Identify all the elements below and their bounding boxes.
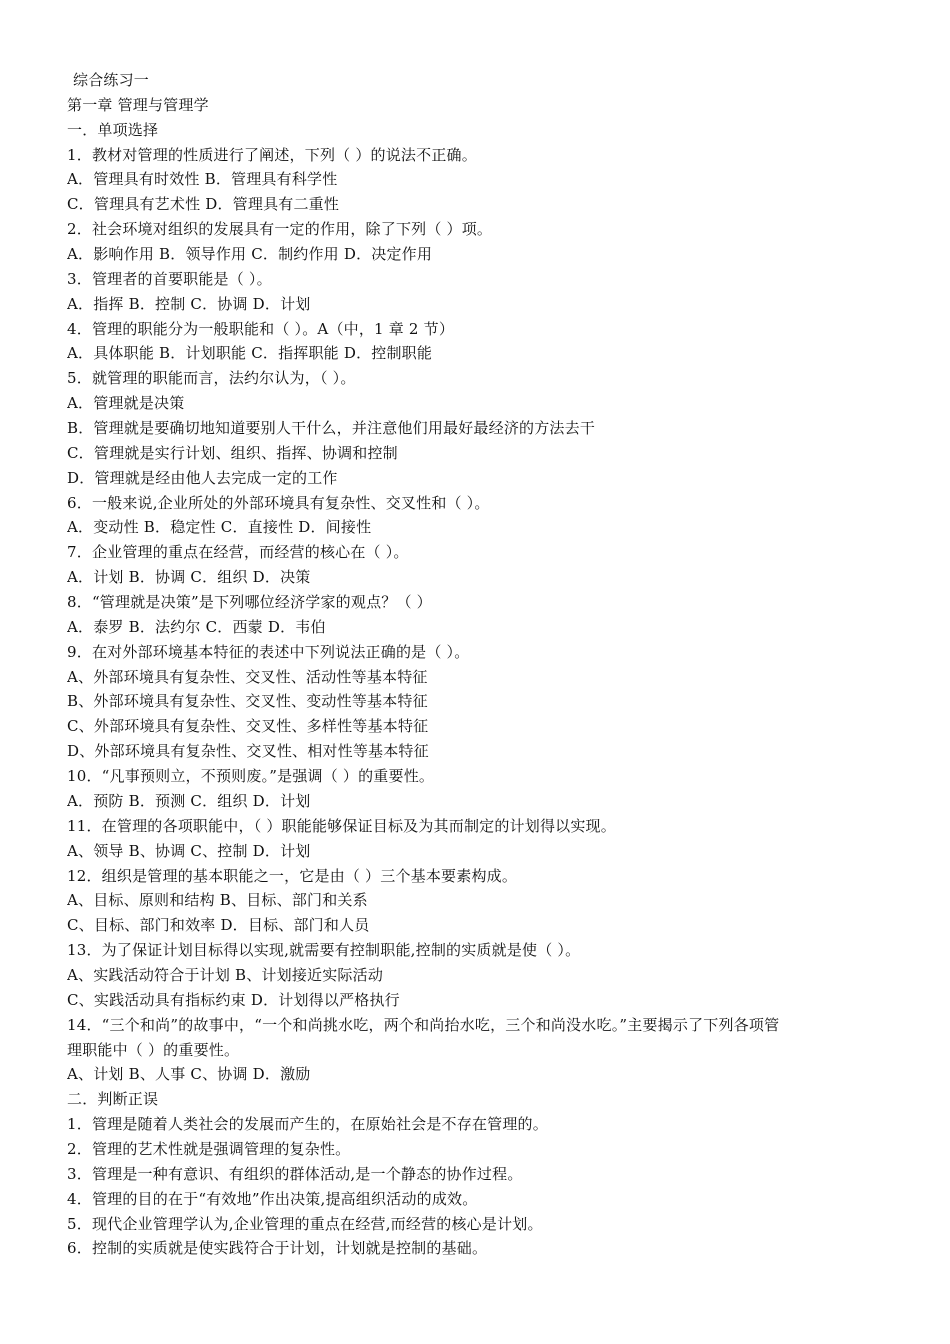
question-line: 9．在对外部环境基本特征的表述中下列说法正确的是（ ）。 [67, 642, 470, 661]
document-title: 综合练习一 [73, 71, 150, 89]
question-line: 6．一般来说,企业所处的外部环境具有复杂性、交叉性和（ ）。 [67, 493, 490, 512]
option-line: A．具体职能 B．计划职能 C．指挥职能 D．控制职能 [67, 344, 433, 363]
option-line: A．影响作用 B．领导作用 C．制约作用 D．决定作用 [67, 245, 433, 264]
option-line: C．管理具有艺术性 D．管理具有二重性 [67, 195, 340, 214]
statement-line: 2．管理的艺术性就是强调管理的复杂性。 [67, 1139, 351, 1158]
option-line: A、实践活动符合于计划 B、计划接近实际活动 [67, 965, 384, 984]
option-line: C、外部环境具有复杂性、交叉性、多样性等基本特征 [67, 717, 429, 736]
question-line: 12．组织是管理的基本职能之一，它是由（ ）三个基本要素构成。 [67, 866, 518, 885]
option-line: B．管理就是要确切地知道要别人干什么，并注意他们用最好最经济的方法去干 [67, 419, 596, 438]
option-line: A、领导 B、协调 C、控制 D．计划 [67, 841, 311, 860]
single-choice-list [67, 143, 897, 1088]
option-line: C．管理就是实行计划、组织、指挥、协调和控制 [67, 443, 398, 462]
option-line: D、外部环境具有复杂性、交叉性、相对性等基本特征 [67, 742, 429, 761]
question-line: 理职能中（ ）的重要性。 [67, 1040, 240, 1059]
option-line: A．管理就是决策 [67, 394, 185, 413]
option-line: B、外部环境具有复杂性、交叉性、变动性等基本特征 [67, 692, 428, 711]
option-line: A．预防 B．预测 C．组织 D．计划 [67, 791, 311, 810]
question-line: 14．“三个和尚”的故事中，“一个和尚挑水吃，两个和尚抬水吃，三个和尚没水吃。”主要揭示了下列各项管 [67, 1015, 780, 1034]
question-line: 5．就管理的职能而言，法约尔认为，（ ）。 [67, 369, 356, 388]
question-line: 8．“管理就是决策”是下列哪位经济学家的观点？（ ） [67, 593, 432, 612]
section-heading-single-choice: 一．单项选择 [67, 120, 159, 139]
question-line: 11．在管理的各项职能中，（ ）职能能够保证目标及为其而制定的计划得以实现。 [67, 816, 616, 835]
statement-line: 5．现代企业管理学认为,企业管理的重点在经营,而经营的核心是计划。 [67, 1214, 543, 1233]
question-line: 3．管理者的首要职能是（ ）。 [67, 269, 272, 288]
statement-line: 3．管理是一种有意识、有组织的群体活动,是一个静态的协作过程。 [67, 1164, 523, 1183]
option-line: A．变动性 B．稳定性 C．直接性 D．间接性 [67, 518, 372, 537]
option-line: D．管理就是经由他人去完成一定的工作 [67, 468, 338, 487]
question-line: 1．教材对管理的性质进行了阐述，下列（ ）的说法不正确。 [67, 145, 477, 164]
statement-line: 1．管理是随着人类社会的发展而产生的，在原始社会是不存在管理的。 [67, 1115, 548, 1134]
question-line: 10．“凡事预则立，不预则废。”是强调（ ）的重要性。 [67, 767, 435, 786]
chapter-heading: 第一章 管理与管理学 [67, 95, 209, 114]
true-false-list [67, 1112, 897, 1261]
option-line: A、目标、原则和结构 B、目标、部门和关系 [67, 891, 368, 910]
statement-line: 6．控制的实质就是使实践符合于计划，计划就是控制的基础。 [67, 1239, 488, 1258]
option-line: A、外部环境具有复杂性、交叉性、活动性等基本特征 [67, 667, 428, 686]
statement-line: 4．管理的目的在于“有效地”作出决策,提高组织活动的成效。 [67, 1189, 478, 1208]
question-line: 7．企业管理的重点在经营，而经营的核心在（ ）。 [67, 543, 409, 562]
option-line: A．计划 B．协调 C．组织 D．决策 [67, 568, 311, 587]
option-line: C、目标、部门和效率 D．目标、部门和人员 [67, 916, 370, 935]
question-line: 2．社会环境对组织的发展具有一定的作用，除了下列（ ）项。 [67, 220, 493, 239]
option-line: A．泰罗 B．法约尔 C．西蒙 D．韦伯 [67, 617, 326, 636]
option-line: A、计划 B、人事 C、协调 D．激励 [67, 1065, 311, 1084]
option-line: A．管理具有时效性 B．管理具有科学性 [67, 170, 338, 189]
question-line: 4．管理的职能分为一般职能和（ ）。A（中，1 章 2 节） [67, 319, 455, 338]
option-line: A．指挥 B．控制 C．协调 D．计划 [67, 294, 311, 313]
section-heading-true-false: 二．判断正误 [67, 1090, 159, 1109]
question-line: 13．为了保证计划目标得以实现,就需要有控制职能,控制的实质就是使（ ）。 [67, 941, 581, 960]
option-line: C、实践活动具有指标约束 D．计划得以严格执行 [67, 990, 400, 1009]
document-body [67, 68, 897, 1261]
